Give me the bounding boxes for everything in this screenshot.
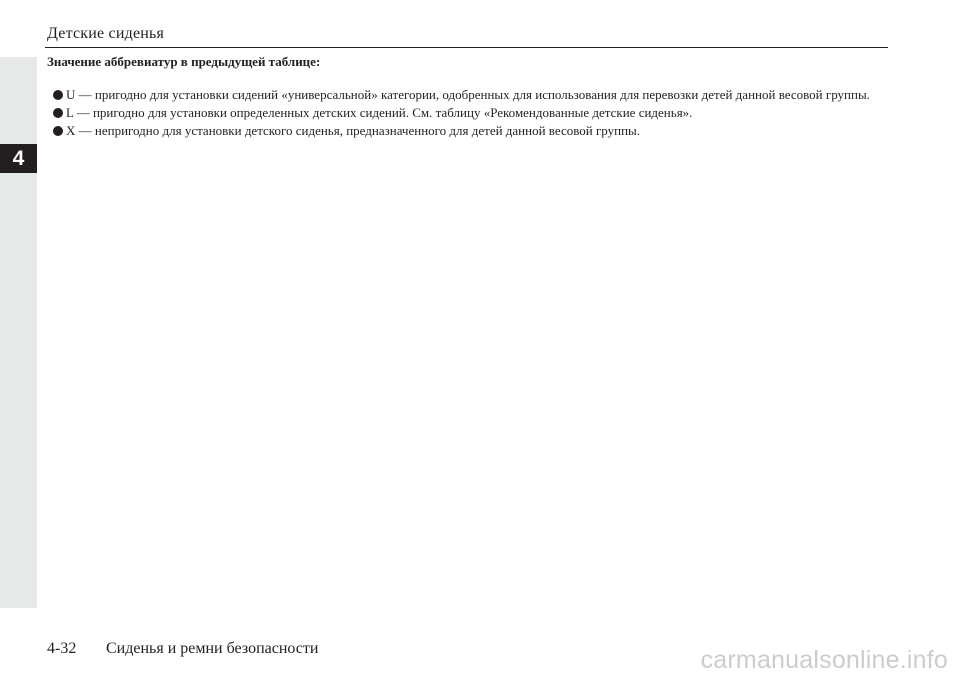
header-divider (45, 47, 888, 48)
page-number: 4-32 (47, 640, 77, 657)
footer-section-name: Сиденья и ремни безопасности (106, 640, 319, 657)
bullet-icon (53, 108, 63, 118)
list-item-text: X — непригодно для установки детского сиденья, предназначенного для детей данной весовой группы. (66, 123, 641, 138)
watermark: carmanualsonline.info (700, 646, 948, 674)
bullet-icon (53, 90, 63, 100)
running-header: Детские сиденья (47, 25, 165, 42)
chapter-side-band (0, 57, 37, 608)
list-item (47, 122, 887, 140)
list-item (47, 104, 887, 122)
abbreviation-list (47, 86, 887, 140)
page-content (47, 53, 887, 140)
list-item-text: U — пригодно для установки сидений «универсальной» категории, одобренных для использования для перевозки детей данной весовой группы. (66, 87, 870, 102)
list-item-text: L — пригодно для установки определенных детских сидений. См. таблицу «Рекомендованные детские сиденья». (66, 105, 693, 120)
section-title: Значение аббревиатур в предыдущей таблице: (47, 54, 321, 69)
list-item (47, 86, 887, 104)
page-footer (47, 640, 318, 658)
chapter-tab[interactable]: 4 (0, 144, 37, 173)
bullet-icon (53, 126, 63, 136)
